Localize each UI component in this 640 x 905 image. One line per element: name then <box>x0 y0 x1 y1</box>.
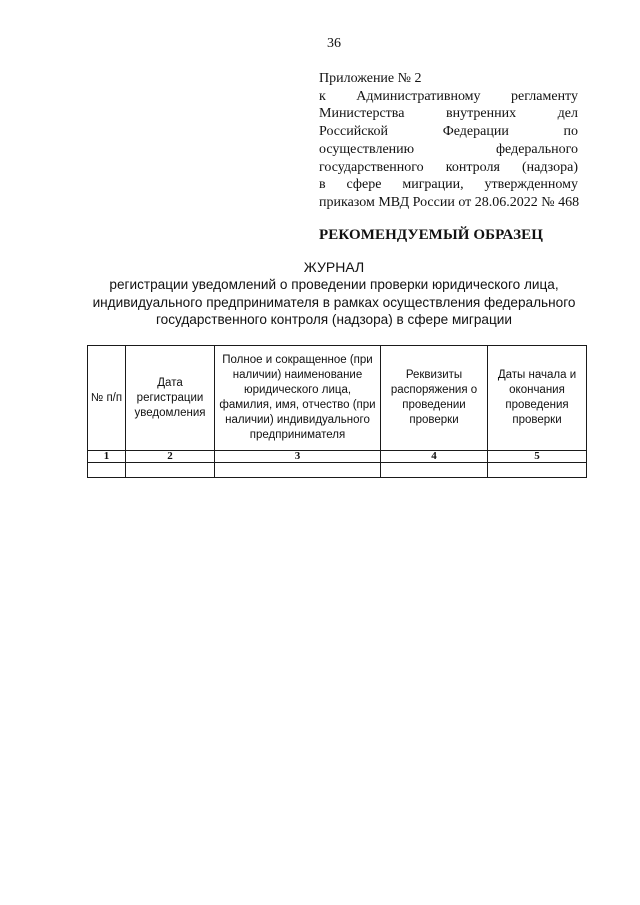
sample-label: РЕКОМЕНДУЕМЫЙ ОБРАЗЕЦ <box>319 227 543 243</box>
table-cell <box>215 463 381 478</box>
appendix-line: к Административному регламенту <box>319 88 578 104</box>
appendix-block <box>319 70 578 212</box>
appendix-line: осуществлению федерального <box>319 141 578 157</box>
appendix-line: государственного контроля (надзора) <box>319 159 578 175</box>
table-header-cell: Реквизиты распоряжения о проведении проверки <box>381 346 488 451</box>
table-number-cell: 4 <box>381 451 488 463</box>
journal-subtitle-line: государственного контроля (надзора) в сфере миграции <box>156 312 512 327</box>
table-cell <box>88 463 126 478</box>
appendix-line: Приложение № 2 <box>319 71 422 86</box>
table-row <box>88 463 587 478</box>
appendix-line: Российской Федерации по <box>319 124 578 140</box>
table-cell <box>488 463 587 478</box>
journal-subtitle-line: регистрации уведомлений о проведении проверки юридического лица, <box>109 277 559 292</box>
table-header-cell: Дата регистрации уведомления <box>126 346 215 451</box>
table-header-cell: Даты начала и окончания проведения проверки <box>488 346 587 451</box>
table-number-cell: 3 <box>215 451 381 463</box>
table-number-row <box>88 451 587 463</box>
table-header-cell: Полное и сокращенное (при наличии) наименование юридического лица, фамилия, имя, отчество (при наличии) индивидуального предпринимателя <box>215 346 381 451</box>
journal-subtitle <box>80 276 588 329</box>
table-number-cell: 5 <box>488 451 587 463</box>
journal-title: ЖУРНАЛ <box>303 259 365 275</box>
appendix-line: Министерства внутренних дел <box>319 106 578 122</box>
page-number: 36 <box>327 36 341 51</box>
table-cell <box>126 463 215 478</box>
table-header-cell: № п/п <box>88 346 126 451</box>
table-number-cell: 1 <box>88 451 126 463</box>
table-header-row <box>88 346 587 451</box>
appendix-line: в сфере миграции, утвержденному <box>319 177 578 193</box>
appendix-line: приказом МВД России от 28.06.2022 № 468 <box>319 194 580 210</box>
table-number-cell: 2 <box>126 451 215 463</box>
register-table <box>87 345 587 478</box>
journal-subtitle-line: индивидуального предпринимателя в рамках осуществления федерального <box>92 294 576 310</box>
table-cell <box>381 463 488 478</box>
